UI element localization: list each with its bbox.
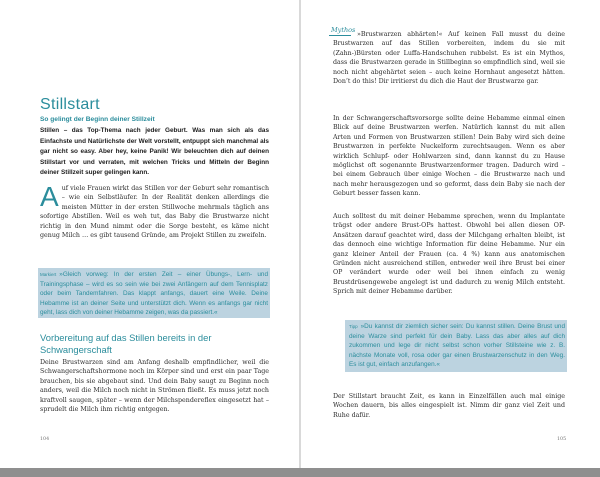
- body-paragraph-1: [40, 181, 269, 240]
- left-page: [0, 0, 299, 468]
- right-body-paragraph-1: »Brustwarzen abhärten!« Auf keinen Fall musst du deine Brustwarzen auf das Stillen vorbereiten, indem du sie mit (Zahn-)Bürsten oder Luffa-Handschuhen rubbelst. Es ist ein Mythos, dass die Brustwarzen gerade in Stillbeginn so empfindlich sind, weil sie noch nicht abgehärtet seien – auch keine Hornhaut angesetzt hätten. Don’t do this! Dir irritierst du dich die Haut der Brustwarze gar.: [333, 31, 565, 86]
- highlight-text-left: »Gleich vorweg: In der ersten Zeit – einer Übungs-, Lern- und Trainingsphase – wird es so sein wie bei zwei Anfängern auf dem Tennisplatz oder beim Tandemfahren. Das klappt anfangs, dauert eine Weile. Deine Hebamme ist an deiner Seite und unterstützt dich. Wenn es anfangs gar nicht geht, lass dich von deiner Hebamme zeigen, was da passiert.«: [40, 271, 268, 317]
- drop-cap: A: [40, 181, 59, 212]
- highlight-tag-right: Tipp: [349, 324, 358, 329]
- body-paragraph-1-text: uf viele Frauen wirkt das Stillen vor der Geburt sehr romantisch – wie ein Selbstläufer. In der Realität denken allerdings die meisten Mütter in der ersten Stillwoche mehrmals täglich ans sofortige Abstillen. Weil es weh tut, das Baby die Brustwarze nicht richtig in den Mund nimmt oder die Sorge besteht, es käme nicht genug Milch … es gibt tausend Gründe, am Projekt Stillen zu zweifeln.: [40, 185, 269, 240]
- lead-paragraph: Stillen – das Top-Thema nach jeder Geburt. Was man sich als das Einfachste und Natürlichste der Welt vorstellt, entpuppt sich manchmal als gar nicht so easy. Aber hey, keine Panik! Wir beleuchten dich auf deinen Stillstart vor und verraten, mit welchen Tricks und Mitteln der Beginn deiner Stillzeit super gelingen kann.: [40, 127, 269, 177]
- right-body-paragraph-3: Auch solltest du mit deiner Hebamme sprechen, wenn du Implantate trägst oder andere Brust-OPs hattest. Obwohl bei allen diesen OP-Ansätzen darauf geachtet wird, dass der Milchgang erhalten bleibt, ist das dennoch eine wichtige Information für deine Hebamme. Nur ein ganz kleiner Anteil der Frauen (ca. 4 %) kann aus anatomischen Gründen nicht ausreichend stillen, entweder weil ihre Brust bei einer OP verändert wurde oder weil bei ihnen einfach zu wenig Brustdrüsengewebe angelegt ist und dadurch zu wenig Milch entsteht. Sprich mit deiner Hebamme darüber.: [333, 213, 565, 296]
- viewer-bottom-bar: [0, 468, 600, 477]
- page-number-left: 104: [40, 437, 50, 442]
- highlight-quote-left: [40, 270, 268, 318]
- highlight-text-right: »Du kannst dir ziemlich sicher sein: Du kannst stillen. Deine Brust und deine Warze sind perfekt für dein Baby. Lass das aber alles auf dich zukommen und lege dir nicht selbst schon vorher Stillsteine wie z. B. nächste Monate voll, rosa oder gar einen Brustwarzenschutz in den Weg. Es ist gut, einfach anzufangen.«: [349, 323, 565, 369]
- right-page: [301, 0, 600, 468]
- highlight-quote-right: [349, 322, 565, 370]
- page-number-right: 105: [557, 437, 567, 442]
- highlight-tag-left: Markiert: [40, 272, 57, 277]
- mythos-label: Mythos: [331, 26, 356, 34]
- body-paragraph-2: Deine Brustwarzen sind am Anfang deshalb empfindlicher, weil die Schwangerschaftshormone noch im Körper sind und erst ein paar Tage brauchen, bis sie abgebaut sind. Und dein Baby saugt zu Beginn noch anders, weil die Milch noch nicht in Strömen fließt. Es muss jetzt noch kraftvoll saugen, später – wenn der Milchspendereflex eingesetzt hat – sprudelt die Milch ihm richtig entgegen.: [40, 359, 269, 414]
- right-body-paragraph-2: In der Schwangerschaftsvorsorge sollte deine Hebamme einmal einen Blick auf deine Brustwarzen werfen. Natürlich kannst du mit allen Arten und Formen von Brustwarzen stillen! Dein Baby wird sich deine Brustwarzen in perfekte Nuckelform zurechtsaugen. Wenn es aber wirklich Schlupf- oder Hohlwarzen sind, dann kannst du zu Hause möglichst oft sogenannte Brustwarzenformer tragen. Dadurch wird – bei einem Gebrauch über einige Wochen – die Brustwarze nach und nach mehr herausgezogen und so geformt, dass dein Baby sie nach der Geburt besser fassen kann.: [333, 115, 565, 198]
- right-body-paragraph-4: Der Stillstart braucht Zeit, es kann in Einzelfällen auch mal einige Wochen dauern, bis alles eingespielt ist. Nimm dir ganz viel Zeit und Ruhe dafür.: [333, 393, 565, 419]
- section-heading: Vorbereitung auf das Stillen bereits in der Schwangerschaft: [40, 332, 212, 355]
- chapter-subtitle: So gelingt der Beginn deiner Stillzeit: [40, 116, 155, 123]
- chapter-title: Stillstart: [40, 96, 100, 113]
